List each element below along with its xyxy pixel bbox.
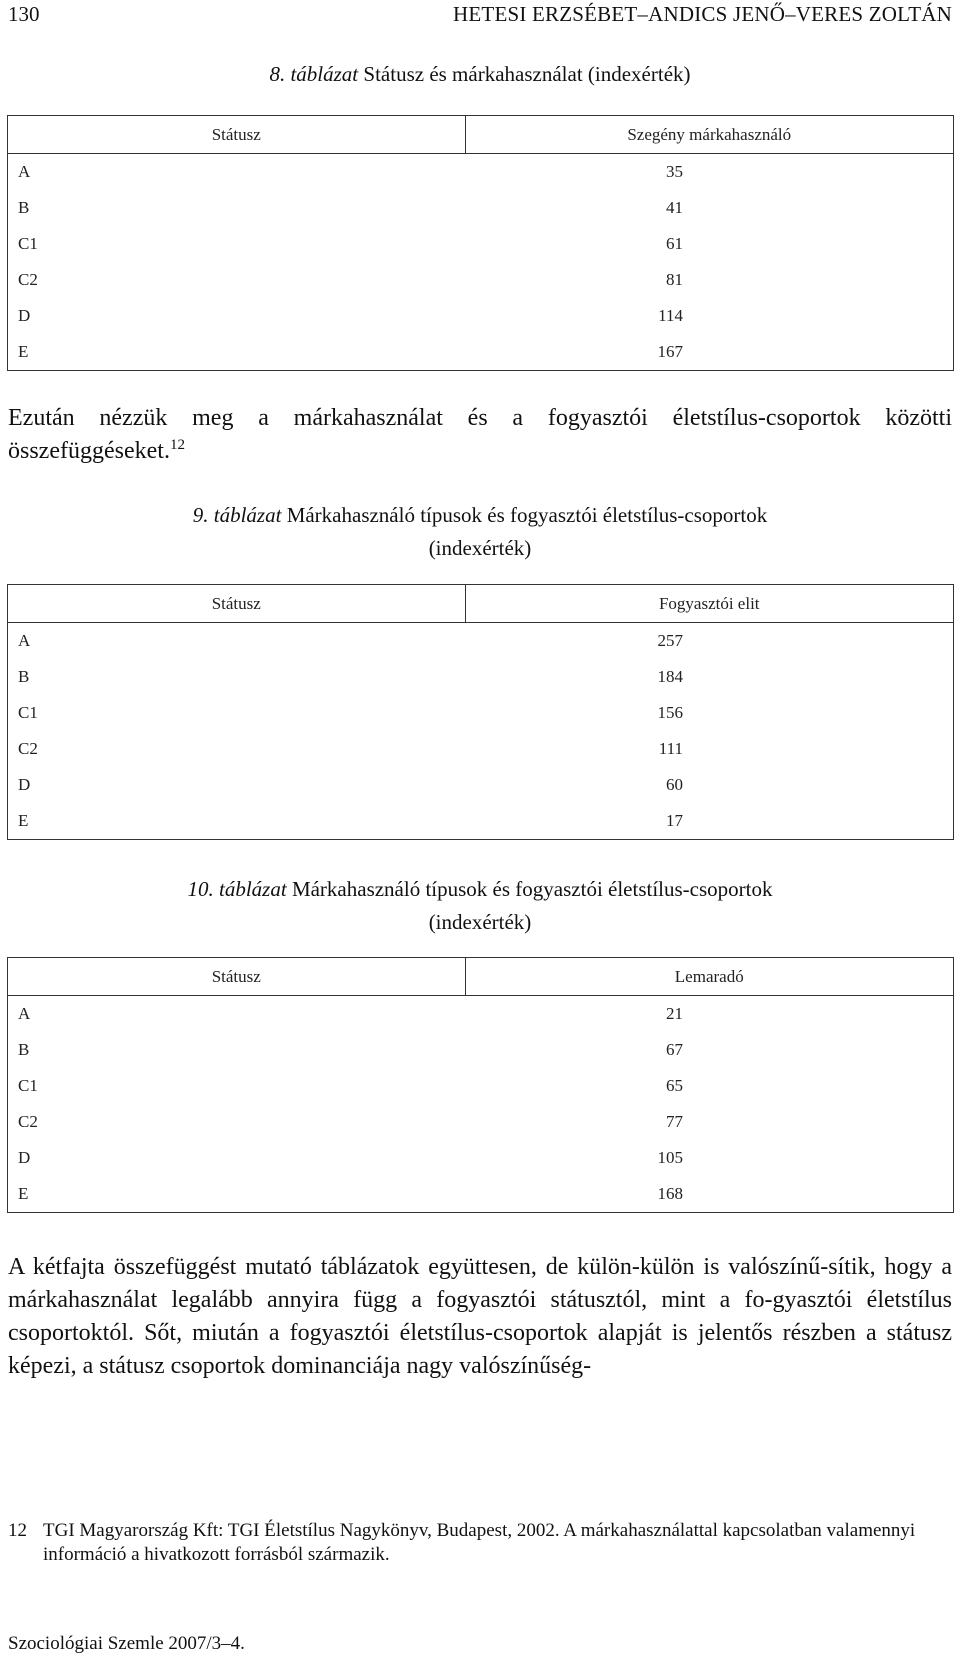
footnote (8, 1519, 958, 1567)
row-value: 21 (465, 996, 954, 1033)
row-value: 67 (465, 1032, 954, 1068)
column-header-status: Státusz (8, 958, 466, 996)
page-number: 130 (8, 2, 40, 26)
row-value: 65 (465, 1068, 954, 1104)
row-label: C2 (8, 262, 466, 298)
footnote-reference: 12 (169, 437, 185, 453)
table-row (8, 803, 954, 840)
table-10-title: Márkahasználó típusok és fogyasztói életstílus-csoportok (286, 877, 773, 901)
table-8-caption (0, 58, 960, 91)
row-label: C1 (8, 226, 466, 262)
footnote-number: 12 (8, 1520, 27, 1541)
table-row (8, 731, 954, 767)
running-title: HETESI ERZSÉBET–ANDICS JENŐ–VERES ZOLTÁN (453, 2, 952, 26)
table-9-number: 9. táblázat (192, 503, 282, 527)
table-header-row (8, 585, 954, 623)
row-label: E (8, 334, 466, 371)
table-row (8, 334, 954, 371)
table-row (8, 1176, 954, 1213)
table-row (8, 1104, 954, 1140)
row-label: A (8, 623, 466, 660)
row-value: 156 (465, 695, 954, 731)
table-row (8, 623, 954, 660)
row-label: C2 (8, 731, 466, 767)
table-row (8, 695, 954, 731)
table-row (8, 1140, 954, 1176)
row-label: B (8, 659, 466, 695)
row-label: D (8, 298, 466, 334)
row-value: 111 (465, 731, 954, 767)
table-row (8, 1032, 954, 1068)
column-header-value: Fogyasztói elit (465, 585, 954, 623)
column-header-value: Szegény márkahasználó (465, 116, 954, 154)
table-row (8, 659, 954, 695)
table-8-title: Státusz és márkahasználat (indexérték) (358, 62, 691, 86)
running-header (8, 0, 952, 30)
table-9-caption (0, 499, 960, 565)
column-header-status: Státusz (8, 116, 466, 154)
table-header-row (8, 116, 954, 154)
row-label: C1 (8, 1068, 466, 1104)
table-row (8, 154, 954, 191)
paragraph-text: Ezután nézzük meg a márkahasználat és a fogyasztói életstílus-csoportok közötti összefüggéseket. (8, 405, 952, 464)
row-value: 105 (465, 1140, 954, 1176)
table-9-title: Márkahasználó típusok és fogyasztói életstílus-csoportok (281, 503, 768, 527)
column-header-value: Lemaradó (465, 958, 954, 996)
row-value: 35 (465, 154, 954, 191)
row-value: 77 (465, 1104, 954, 1140)
journal-footer: Szociológiai Szemle 2007/3–4. (8, 1633, 245, 1654)
row-value: 168 (465, 1176, 954, 1213)
table-row (8, 996, 954, 1033)
row-label: E (8, 1176, 466, 1213)
row-value: 61 (465, 226, 954, 262)
row-value: 114 (465, 298, 954, 334)
table-9-subtitle: (indexérték) (428, 536, 532, 560)
row-value: 41 (465, 190, 954, 226)
footnote-text: TGI Magyarország Kft: TGI Életstílus Nagykönyv, Budapest, 2002. A márkahasználattal kapcsolatban valamennyi információ a hivatkozott forrásból származik. (43, 1520, 916, 1565)
row-label: E (8, 803, 466, 840)
row-label: C1 (8, 695, 466, 731)
table-10-number: 10. táblázat (187, 877, 287, 901)
body-paragraph-1 (8, 402, 952, 468)
table-8-number: 8. táblázat (269, 62, 359, 86)
row-label: C2 (8, 1104, 466, 1140)
table-row (8, 226, 954, 262)
row-value: 257 (465, 623, 954, 660)
table-row (8, 262, 954, 298)
row-label: A (8, 996, 466, 1033)
table-10-caption (0, 873, 960, 939)
column-header-status: Státusz (8, 585, 466, 623)
body-paragraph-2: A kétfajta összefüggést mutató táblázatok együttesen, de külön-külön is valószínű-sítik, hogy a márkahasználat legalább annyira függ a fogyasztói státusztól, mint a fo-gyasztói életstílus csoportoktól. Sőt, miután a fogyasztói életstílus-csoportok alapját is jelentős részben a státusz képezi, a státusz csoportok dominanciája nagy valószínűség- (8, 1254, 952, 1379)
row-value: 81 (465, 262, 954, 298)
table-10 (7, 957, 954, 1213)
row-label: A (8, 154, 466, 191)
row-value: 60 (465, 767, 954, 803)
row-value: 184 (465, 659, 954, 695)
table-9 (7, 584, 954, 840)
table-10-subtitle: (indexérték) (428, 910, 532, 934)
row-label: D (8, 767, 466, 803)
row-label: D (8, 1140, 466, 1176)
row-value: 167 (465, 334, 954, 371)
table-8 (7, 115, 954, 371)
table-row (8, 767, 954, 803)
table-row (8, 190, 954, 226)
row-label: B (8, 190, 466, 226)
table-header-row (8, 958, 954, 996)
row-label: B (8, 1032, 466, 1068)
table-row (8, 1068, 954, 1104)
table-row (8, 298, 954, 334)
row-value: 17 (465, 803, 954, 840)
